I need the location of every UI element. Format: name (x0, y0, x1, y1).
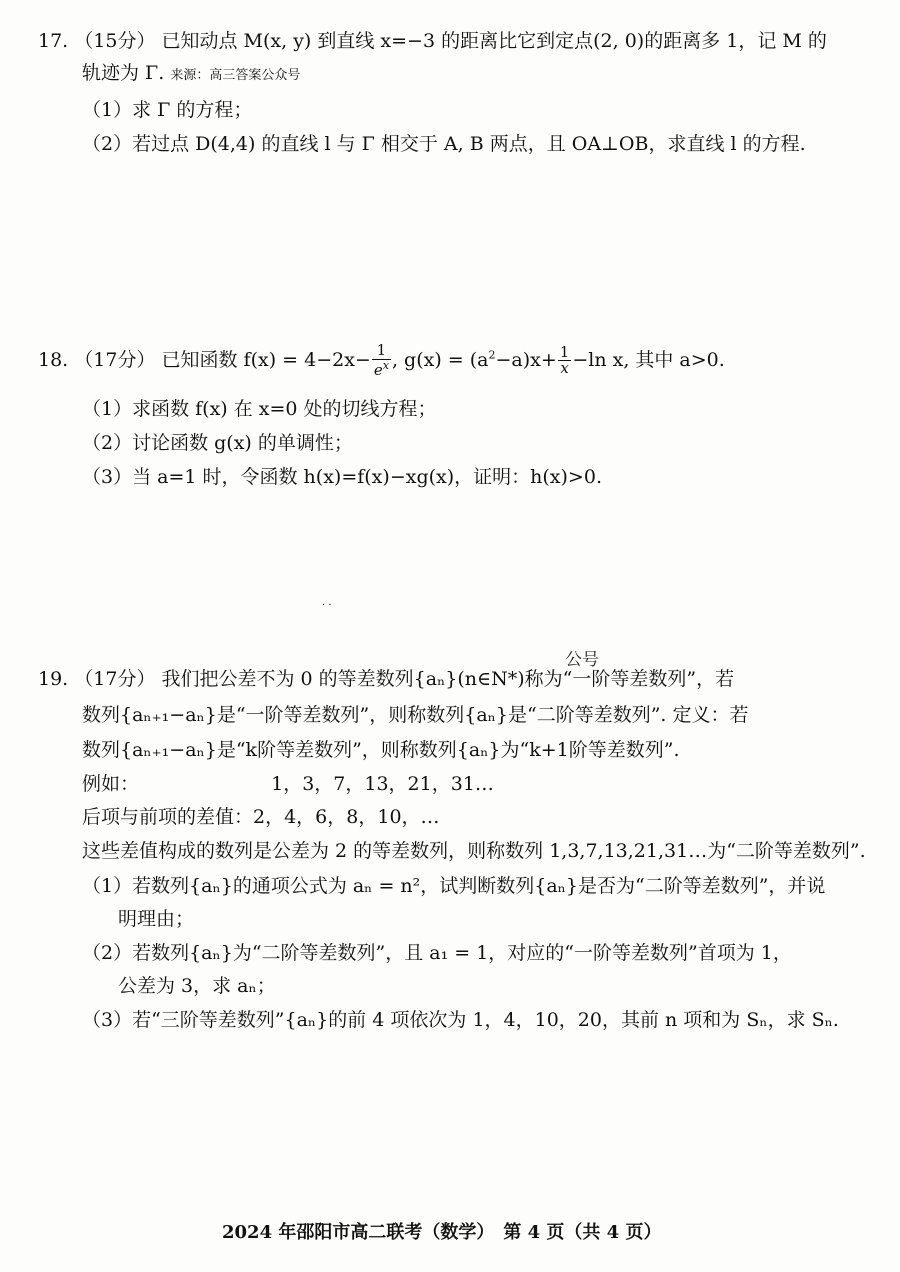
q18-part-3: （3）当 a=1 时，令函数 h(x)=f(x)−xg(x)，证明：h(x)>0. (82, 466, 602, 488)
q19-line3: 数列{aₙ₊₁−aₙ}是“k阶等差数列”，则称数列{aₙ}为“k+1阶等差数列”. (82, 739, 680, 761)
q19-conclusion: 这些差值构成的数列是公差为 2 的等差数列，则称数列 1,3,7,13,21,31…为“二阶等差数列”. (82, 840, 866, 862)
q18-line1 (38, 343, 725, 379)
q18-stem-mid2: −a)x+ (495, 348, 557, 371)
q19-stem-1: 我们把公差不为 0 的等差数列{aₙ}(n∈N*)称为“一阶等差数列”，若 (161, 668, 735, 690)
q17-score: （15分） (74, 30, 156, 52)
q18-score: （17分） (74, 348, 156, 371)
q18-number: 18. (38, 348, 69, 371)
q18-square: 2 (488, 348, 496, 362)
q19-example (82, 773, 494, 796)
q19-example-label: 例如： (82, 773, 140, 795)
q17-line2 (82, 62, 300, 85)
q18-part-1: （1）求函数 f(x) 在 x=0 处的切线方程； (82, 398, 437, 420)
scan-speck: · · (322, 600, 332, 611)
q19-part-2-cont: 公差为 3，求 aₙ； (118, 975, 276, 997)
q19-number: 19. (38, 668, 69, 690)
q17-stem-end: 轨迹为 Γ. (82, 62, 165, 84)
q19-score: （17分） (74, 668, 156, 690)
q17-number: 17. (38, 30, 69, 52)
q18-fraction-2: $\frac{1}{x}$ (559, 342, 570, 378)
q19-part-1-cont: 明理由； (118, 908, 195, 930)
q17-part-2: （2）若过点 D(4,4) 的直线 l 与 Γ 相交于 A, B 两点，且 OA⊥OB，求直线 l 的方程. (82, 133, 806, 155)
q18-stem-prefix: 已知函数 f(x) = 4−2x− (161, 348, 371, 371)
q18-stem-mid: , g(x) = (a (391, 348, 489, 371)
source-note: 来源：高三答案公众号 (170, 68, 301, 83)
q19-part-1: （1）若数列{aₙ}的通项公式为 aₙ = n²，试判断数列{aₙ}是否为“二阶等差数列”，并说 (82, 875, 826, 897)
page-footer: 2024 年邵阳市高二联考（数学） 第 4 页（共 4 页） (222, 1222, 662, 1243)
q18-part-2: （2）讨论函数 g(x) 的单调性； (82, 432, 353, 454)
q18-stem-suffix: −ln x, 其中 a>0. (572, 348, 725, 371)
q19-diff-line: 后项与前项的差值：2，4，6，8，10，… (82, 806, 440, 828)
q19-line1 (38, 668, 734, 691)
q17-line1 (38, 30, 827, 53)
q17-part-1: （1）求 Γ 的方程； (82, 99, 253, 121)
q18-fraction-1: $\frac{1}{e^x}$ (373, 341, 389, 379)
q19-line2: 数列{aₙ₊₁−aₙ}是“一阶等差数列”，则称数列{aₙ}是“二阶等差数列”. 定义：若 (82, 704, 749, 726)
q17-stem: 已知动点 M(x, y) 到直线 x=−3 的距离比它到定点(2, 0)的距离多 1，记 M 的 (161, 30, 827, 52)
q19-part-3: （3）若“三阶等差数列”{aₙ}的前 4 项依次为 1，4，10，20，其前 n 项和为 Sₙ，求 Sₙ. (82, 1009, 839, 1031)
q19-example-seq: 1，3，7，13，21，31… (271, 773, 494, 795)
q19-part-2: （2）若数列{aₙ}为“二阶等差数列”，且 a₁ = 1，对应的“一阶等差数列”首项为 1， (82, 942, 792, 964)
handwritten-mark: 公号 (565, 650, 599, 670)
